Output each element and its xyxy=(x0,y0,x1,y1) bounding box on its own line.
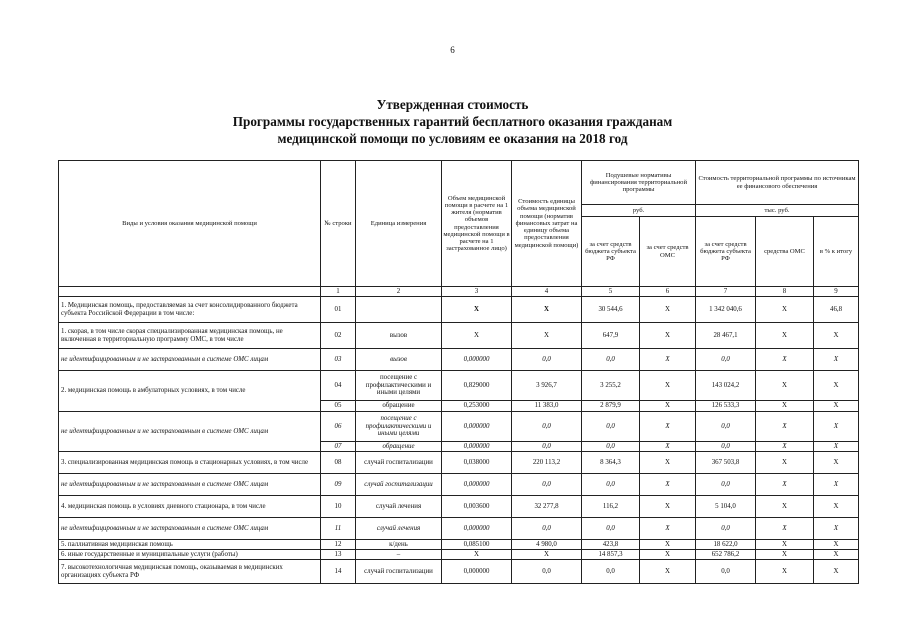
row-budget: 116,2 xyxy=(582,496,640,518)
row-unit: обращение xyxy=(356,442,442,452)
row-budget-total: 126 533,3 xyxy=(696,401,756,412)
header-volume: Объем медицинской помощи в расчете на 1 жителя (норматив объемов предоставления медицинской помощи в расчете на 1 застрахованное лицо) xyxy=(442,161,512,287)
row-name: 1. Медицинская помощь, предоставляемая за счет консолидированного бюджета субъекта Российской Федерации в том числе: xyxy=(59,297,321,323)
row-budget-total: 143 024,2 xyxy=(696,371,756,401)
row-name: 3. специализированная медицинская помощь в стационарных условиях, в том числе xyxy=(59,452,321,474)
row-oms: X xyxy=(640,323,696,349)
row-unit: к/день xyxy=(356,540,442,550)
row-budget: 647,9 xyxy=(582,323,640,349)
row-unit-cost: X xyxy=(512,550,582,560)
row-number: 12 xyxy=(321,540,356,550)
row-name: не идентифицированным и не застрахованным в системе ОМС лицам xyxy=(59,349,321,371)
row-name: 6. иные государственные и муниципальные услуги (работы) xyxy=(59,550,321,560)
row-unit-cost: 0,0 xyxy=(512,442,582,452)
row-number: 13 xyxy=(321,550,356,560)
row-volume: 0,000000 xyxy=(442,442,512,452)
row-volume: 0,829000 xyxy=(442,371,512,401)
row-number: 14 xyxy=(321,560,356,584)
row-budget-total: 0,0 xyxy=(696,412,756,442)
row-budget-total: 0,0 xyxy=(696,560,756,584)
row-budget-total: 652 786,2 xyxy=(696,550,756,560)
document-title xyxy=(0,96,905,147)
title-line-1: Утвержденная стоимость xyxy=(376,97,529,112)
column-number-row xyxy=(59,287,859,297)
row-volume: X xyxy=(442,323,512,349)
row-name: не идентифицированным и не застрахованным в системе ОМС лицам xyxy=(59,412,321,452)
row-oms-total: X xyxy=(756,518,814,540)
row-volume: 0,000000 xyxy=(442,518,512,540)
column-number: 9 xyxy=(814,287,859,297)
table-row xyxy=(59,474,859,496)
row-volume: 0,003600 xyxy=(442,496,512,518)
row-budget: 0,0 xyxy=(582,518,640,540)
row-volume: 0,000000 xyxy=(442,560,512,584)
row-oms: X xyxy=(640,550,696,560)
row-oms: X xyxy=(640,518,696,540)
row-unit: случай лечения xyxy=(356,518,442,540)
row-budget: 0,0 xyxy=(582,560,640,584)
page-number: 6 xyxy=(450,45,455,55)
table-row xyxy=(59,371,859,401)
row-oms: X xyxy=(640,496,696,518)
row-budget-total: 0,0 xyxy=(696,518,756,540)
row-percent: X xyxy=(814,371,859,401)
row-unit-cost: 0,0 xyxy=(512,412,582,442)
header-sub-percent: в % к итогу xyxy=(814,217,859,287)
row-unit-cost: 0,0 xyxy=(512,349,582,371)
row-name: 2. медицинская помощь в амбулаторных условиях, в том числе xyxy=(59,371,321,412)
row-oms: X xyxy=(640,297,696,323)
header-sub-budget-total: за счет средств бюджета субъекта РФ xyxy=(696,217,756,287)
row-unit: случай госпитализации xyxy=(356,452,442,474)
row-volume: 0,253000 xyxy=(442,401,512,412)
column-number: 2 xyxy=(356,287,442,297)
table-row xyxy=(59,540,859,550)
row-percent: X xyxy=(814,412,859,442)
row-number: 04 xyxy=(321,371,356,401)
row-unit-cost: 4 980,0 xyxy=(512,540,582,550)
row-oms-total: X xyxy=(756,371,814,401)
column-number: 1 xyxy=(321,287,356,297)
row-number: 01 xyxy=(321,297,356,323)
row-number: 10 xyxy=(321,496,356,518)
column-number: 4 xyxy=(512,287,582,297)
row-percent: X xyxy=(814,518,859,540)
row-unit-cost: 0,0 xyxy=(512,560,582,584)
table-row xyxy=(59,412,859,442)
row-percent: X xyxy=(814,323,859,349)
row-oms-total: X xyxy=(756,496,814,518)
row-name: 1. скорая, в том числе скорая специализированная медицинская помощь, не включенная в территориальную программу ОМС, в том числе xyxy=(59,323,321,349)
row-budget: 30 544,6 xyxy=(582,297,640,323)
row-unit: посещение с профилактическими и иными целями xyxy=(356,371,442,401)
row-oms-total: X xyxy=(756,412,814,442)
row-number: 08 xyxy=(321,452,356,474)
row-unit: случай лечения xyxy=(356,496,442,518)
row-volume: X xyxy=(442,297,512,323)
header-unit-rub: руб. xyxy=(582,205,696,217)
row-budget: 423,8 xyxy=(582,540,640,550)
row-unit-cost: 220 113,2 xyxy=(512,452,582,474)
row-unit: обращение xyxy=(356,401,442,412)
header-types: Виды и условия оказания медицинской помощи xyxy=(59,161,321,287)
row-unit: вызов xyxy=(356,323,442,349)
row-budget-total: 5 104,0 xyxy=(696,496,756,518)
row-budget: 0,0 xyxy=(582,442,640,452)
row-percent: 46,8 xyxy=(814,297,859,323)
row-number: 07 xyxy=(321,442,356,452)
column-number-blank xyxy=(59,287,321,297)
row-oms-total: X xyxy=(756,540,814,550)
header-sub-budget: за счет средств бюджета субъекта РФ xyxy=(582,217,640,287)
row-unit: случай госпитализации xyxy=(356,560,442,584)
row-oms: X xyxy=(640,560,696,584)
row-budget-total: 0,0 xyxy=(696,349,756,371)
row-unit: – xyxy=(356,550,442,560)
row-oms: X xyxy=(640,452,696,474)
row-budget-total: 0,0 xyxy=(696,442,756,452)
row-unit-cost: 0,0 xyxy=(512,518,582,540)
header-row-1 xyxy=(59,161,859,205)
row-percent: X xyxy=(814,401,859,412)
row-oms: X xyxy=(640,540,696,550)
row-percent: X xyxy=(814,560,859,584)
table-row xyxy=(59,560,859,584)
row-oms-total: X xyxy=(756,323,814,349)
row-unit-cost: X xyxy=(512,297,582,323)
row-budget: 3 255,2 xyxy=(582,371,640,401)
row-budget: 0,0 xyxy=(582,412,640,442)
row-budget-total: 367 503,8 xyxy=(696,452,756,474)
row-unit-cost: 3 926,7 xyxy=(512,371,582,401)
row-unit-cost: 32 277,8 xyxy=(512,496,582,518)
row-budget: 8 364,3 xyxy=(582,452,640,474)
row-oms: X xyxy=(640,412,696,442)
row-budget: 0,0 xyxy=(582,349,640,371)
row-name: не идентифицированным и не застрахованным в системе ОМС лицам xyxy=(59,518,321,540)
row-budget-total: 0,0 xyxy=(696,474,756,496)
row-name: 4. медицинская помощь в условиях дневного стационара, в том числе xyxy=(59,496,321,518)
row-unit: посещение с профилактическими и иными целями xyxy=(356,412,442,442)
row-oms-total: X xyxy=(756,442,814,452)
row-oms: X xyxy=(640,401,696,412)
column-number: 8 xyxy=(756,287,814,297)
row-oms: X xyxy=(640,474,696,496)
row-budget: 0,0 xyxy=(582,474,640,496)
header-row-number: № строки xyxy=(321,161,356,287)
row-budget-total: 1 342 040,6 xyxy=(696,297,756,323)
row-percent: X xyxy=(814,452,859,474)
table-row xyxy=(59,297,859,323)
row-number: 02 xyxy=(321,323,356,349)
row-volume: 0,085100 xyxy=(442,540,512,550)
row-number: 09 xyxy=(321,474,356,496)
table-row xyxy=(59,496,859,518)
row-number: 11 xyxy=(321,518,356,540)
header-unit-thousand-rub: тыс. руб. xyxy=(696,205,859,217)
row-percent: X xyxy=(814,474,859,496)
row-oms-total: X xyxy=(756,401,814,412)
row-unit xyxy=(356,297,442,323)
row-name: 7. высокотехнологичная медицинская помощь, оказываемая в медицинских организациях субъекта РФ xyxy=(59,560,321,584)
row-oms-total: X xyxy=(756,560,814,584)
row-percent: X xyxy=(814,540,859,550)
row-number: 06 xyxy=(321,412,356,442)
title-line-2: Программы государственных гарантий бесплатного оказания гражданам xyxy=(232,114,673,129)
row-unit-cost: 11 383,0 xyxy=(512,401,582,412)
column-number: 5 xyxy=(582,287,640,297)
row-percent: X xyxy=(814,349,859,371)
row-unit: вызов xyxy=(356,349,442,371)
header-sub-oms-total: средства ОМС xyxy=(756,217,814,287)
cost-table xyxy=(58,160,859,584)
row-unit-cost: 0,0 xyxy=(512,474,582,496)
row-oms: X xyxy=(640,371,696,401)
row-budget: 14 857,3 xyxy=(582,550,640,560)
row-percent: X xyxy=(814,496,859,518)
row-unit: случай госпитализации xyxy=(356,474,442,496)
row-oms-total: X xyxy=(756,452,814,474)
column-number: 6 xyxy=(640,287,696,297)
header-sub-oms: за счет средств ОМС xyxy=(640,217,696,287)
row-oms-total: X xyxy=(756,349,814,371)
row-number: 05 xyxy=(321,401,356,412)
row-name: 5. паллиативная медицинская помощь xyxy=(59,540,321,550)
title-line-3: медицинской помощи по условиям ее оказания на 2018 год xyxy=(277,131,628,146)
header-unit-cost: Стоимость единицы объема медицинской помощи (норматив финансовых затрат на единицу объема предоставления медицинской помощи) xyxy=(512,161,582,287)
row-oms-total: X xyxy=(756,474,814,496)
row-volume: 0,038000 xyxy=(442,452,512,474)
table-row xyxy=(59,518,859,540)
table-row xyxy=(59,452,859,474)
row-number: 03 xyxy=(321,349,356,371)
table-row xyxy=(59,323,859,349)
row-oms: X xyxy=(640,349,696,371)
table-row xyxy=(59,349,859,371)
row-oms-total: X xyxy=(756,297,814,323)
row-name: не идентифицированным и не застрахованным в системе ОМС лицам xyxy=(59,474,321,496)
row-budget-total: 28 467,1 xyxy=(696,323,756,349)
row-oms-total: X xyxy=(756,550,814,560)
row-volume: 0,000000 xyxy=(442,474,512,496)
row-budget-total: 18 622,0 xyxy=(696,540,756,550)
row-unit-cost: X xyxy=(512,323,582,349)
table-row xyxy=(59,550,859,560)
row-volume: 0,000000 xyxy=(442,412,512,442)
column-number: 3 xyxy=(442,287,512,297)
row-oms: X xyxy=(640,442,696,452)
row-budget: 2 879,9 xyxy=(582,401,640,412)
header-total-cost: Стоимость территориальной программы по источникам ее финансового обеспечения xyxy=(696,161,859,205)
row-volume: 0,000000 xyxy=(442,349,512,371)
row-percent: X xyxy=(814,550,859,560)
header-unit: Единица измерения xyxy=(356,161,442,287)
row-percent: X xyxy=(814,442,859,452)
row-volume: X xyxy=(442,550,512,560)
header-per-capita: Подушевые нормативы финансирования территориальной программы xyxy=(582,161,696,205)
column-number: 7 xyxy=(696,287,756,297)
